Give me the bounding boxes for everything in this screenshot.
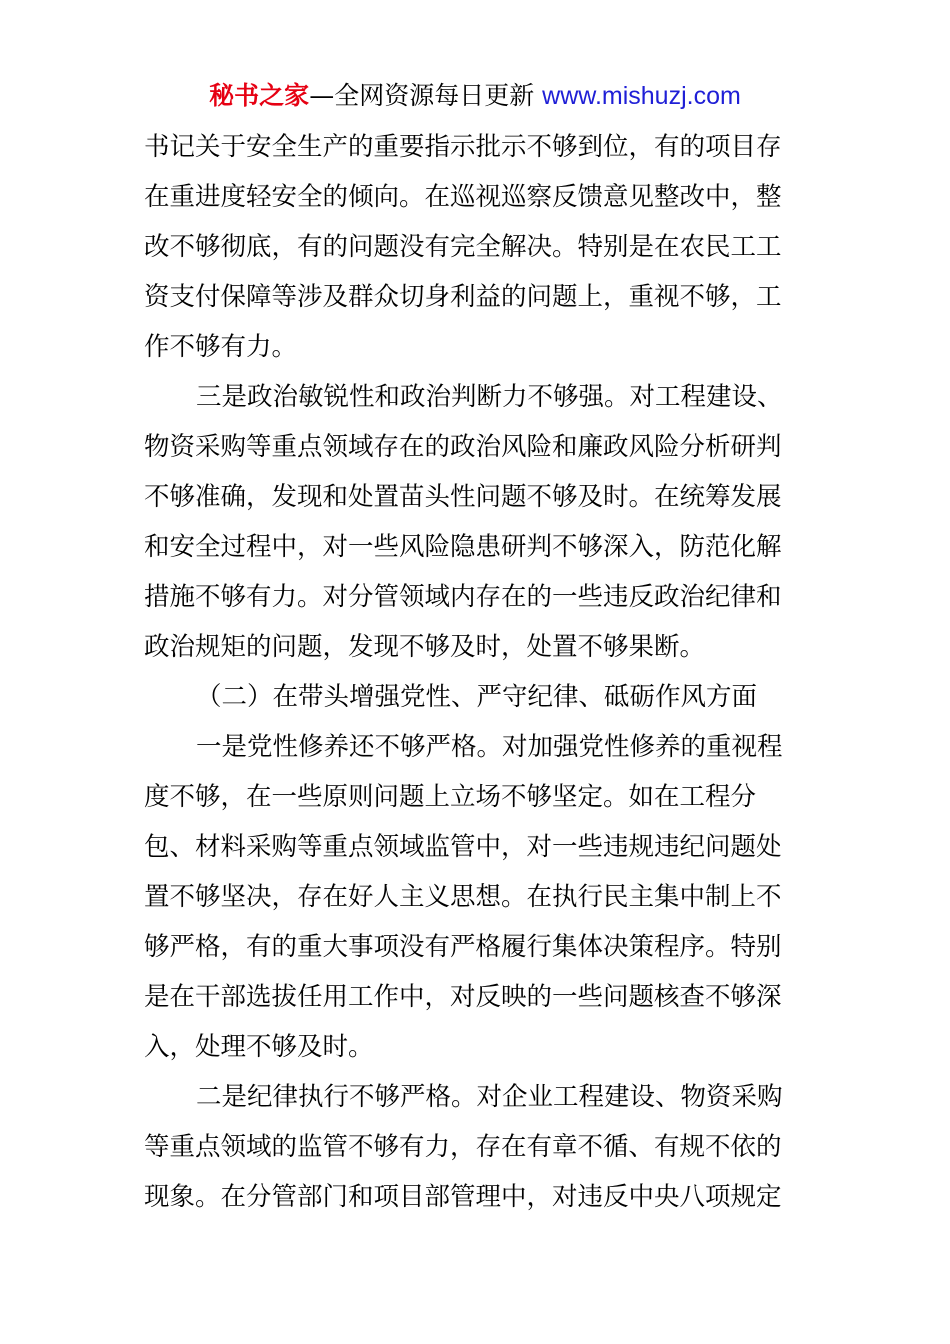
header-tagline: —全网资源每日更新 xyxy=(309,81,535,110)
paragraph-start-line: 二是纪律执行不够严格。对企业工程建设、物资采购 xyxy=(196,1082,783,1112)
text-line: 和安全过程中，对一些风险隐患研判不够深入，防范化解 xyxy=(144,532,782,562)
text-line: 在重进度轻安全的倾向。在巡视巡察反馈意见整改中，整 xyxy=(144,182,782,212)
text-line: 现象。在分管部门和项目部管理中，对违反中央八项规定 xyxy=(144,1182,782,1212)
text-line: 置不够坚决，存在好人主义思想。在执行民主集中制上不 xyxy=(144,882,782,912)
text-line: 政治规矩的问题，发现不够及时，处置不够果断。 xyxy=(144,632,706,662)
paragraph-start-line: 一是党性修养还不够严格。对加强党性修养的重视程 xyxy=(196,732,783,762)
text-line: 物资采购等重点领域存在的政治风险和廉政风险分析研判 xyxy=(144,432,782,462)
text-line: 作不够有力。 xyxy=(144,332,298,362)
text-line: 书记关于安全生产的重要指示批示不够到位，有的项目存 xyxy=(144,132,782,162)
text-line: 度不够，在一些原则问题上立场不够坚定。如在工程分 xyxy=(144,782,757,812)
text-line: 入，处理不够及时。 xyxy=(144,1032,374,1062)
text-line: 等重点领域的监管不够有力，存在有章不循、有规不依的 xyxy=(144,1132,782,1162)
text-line: 够严格，有的重大事项没有严格履行集体决策程序。特别 xyxy=(144,932,782,962)
brand-name: 秘书之家 xyxy=(209,81,310,110)
site-link[interactable]: www.mishuzj.com xyxy=(542,82,741,110)
section-heading: （二）在带头增强党性、严守纪律、砥砺作风方面 xyxy=(196,682,758,712)
text-line: 不够准确，发现和处置苗头性问题不够及时。在统筹发展 xyxy=(144,482,782,512)
paragraph-start-line: 三是政治敏锐性和政治判断力不够强。对工程建设、 xyxy=(196,382,783,412)
text-line: 资支付保障等涉及群众切身利益的问题上，重视不够，工 xyxy=(144,282,782,312)
text-line: 包、材料采购等重点领域监管中，对一些违规违纪问题处 xyxy=(144,832,782,862)
page-header xyxy=(0,78,950,114)
text-line: 改不够彻底，有的问题没有完全解决。特别是在农民工工 xyxy=(144,232,782,262)
text-line: 措施不够有力。对分管领域内存在的一些违反政治纪律和 xyxy=(144,582,782,612)
document-body xyxy=(144,122,814,1222)
text-line: 是在干部选拔任用工作中，对反映的一些问题核查不够深 xyxy=(144,982,782,1012)
